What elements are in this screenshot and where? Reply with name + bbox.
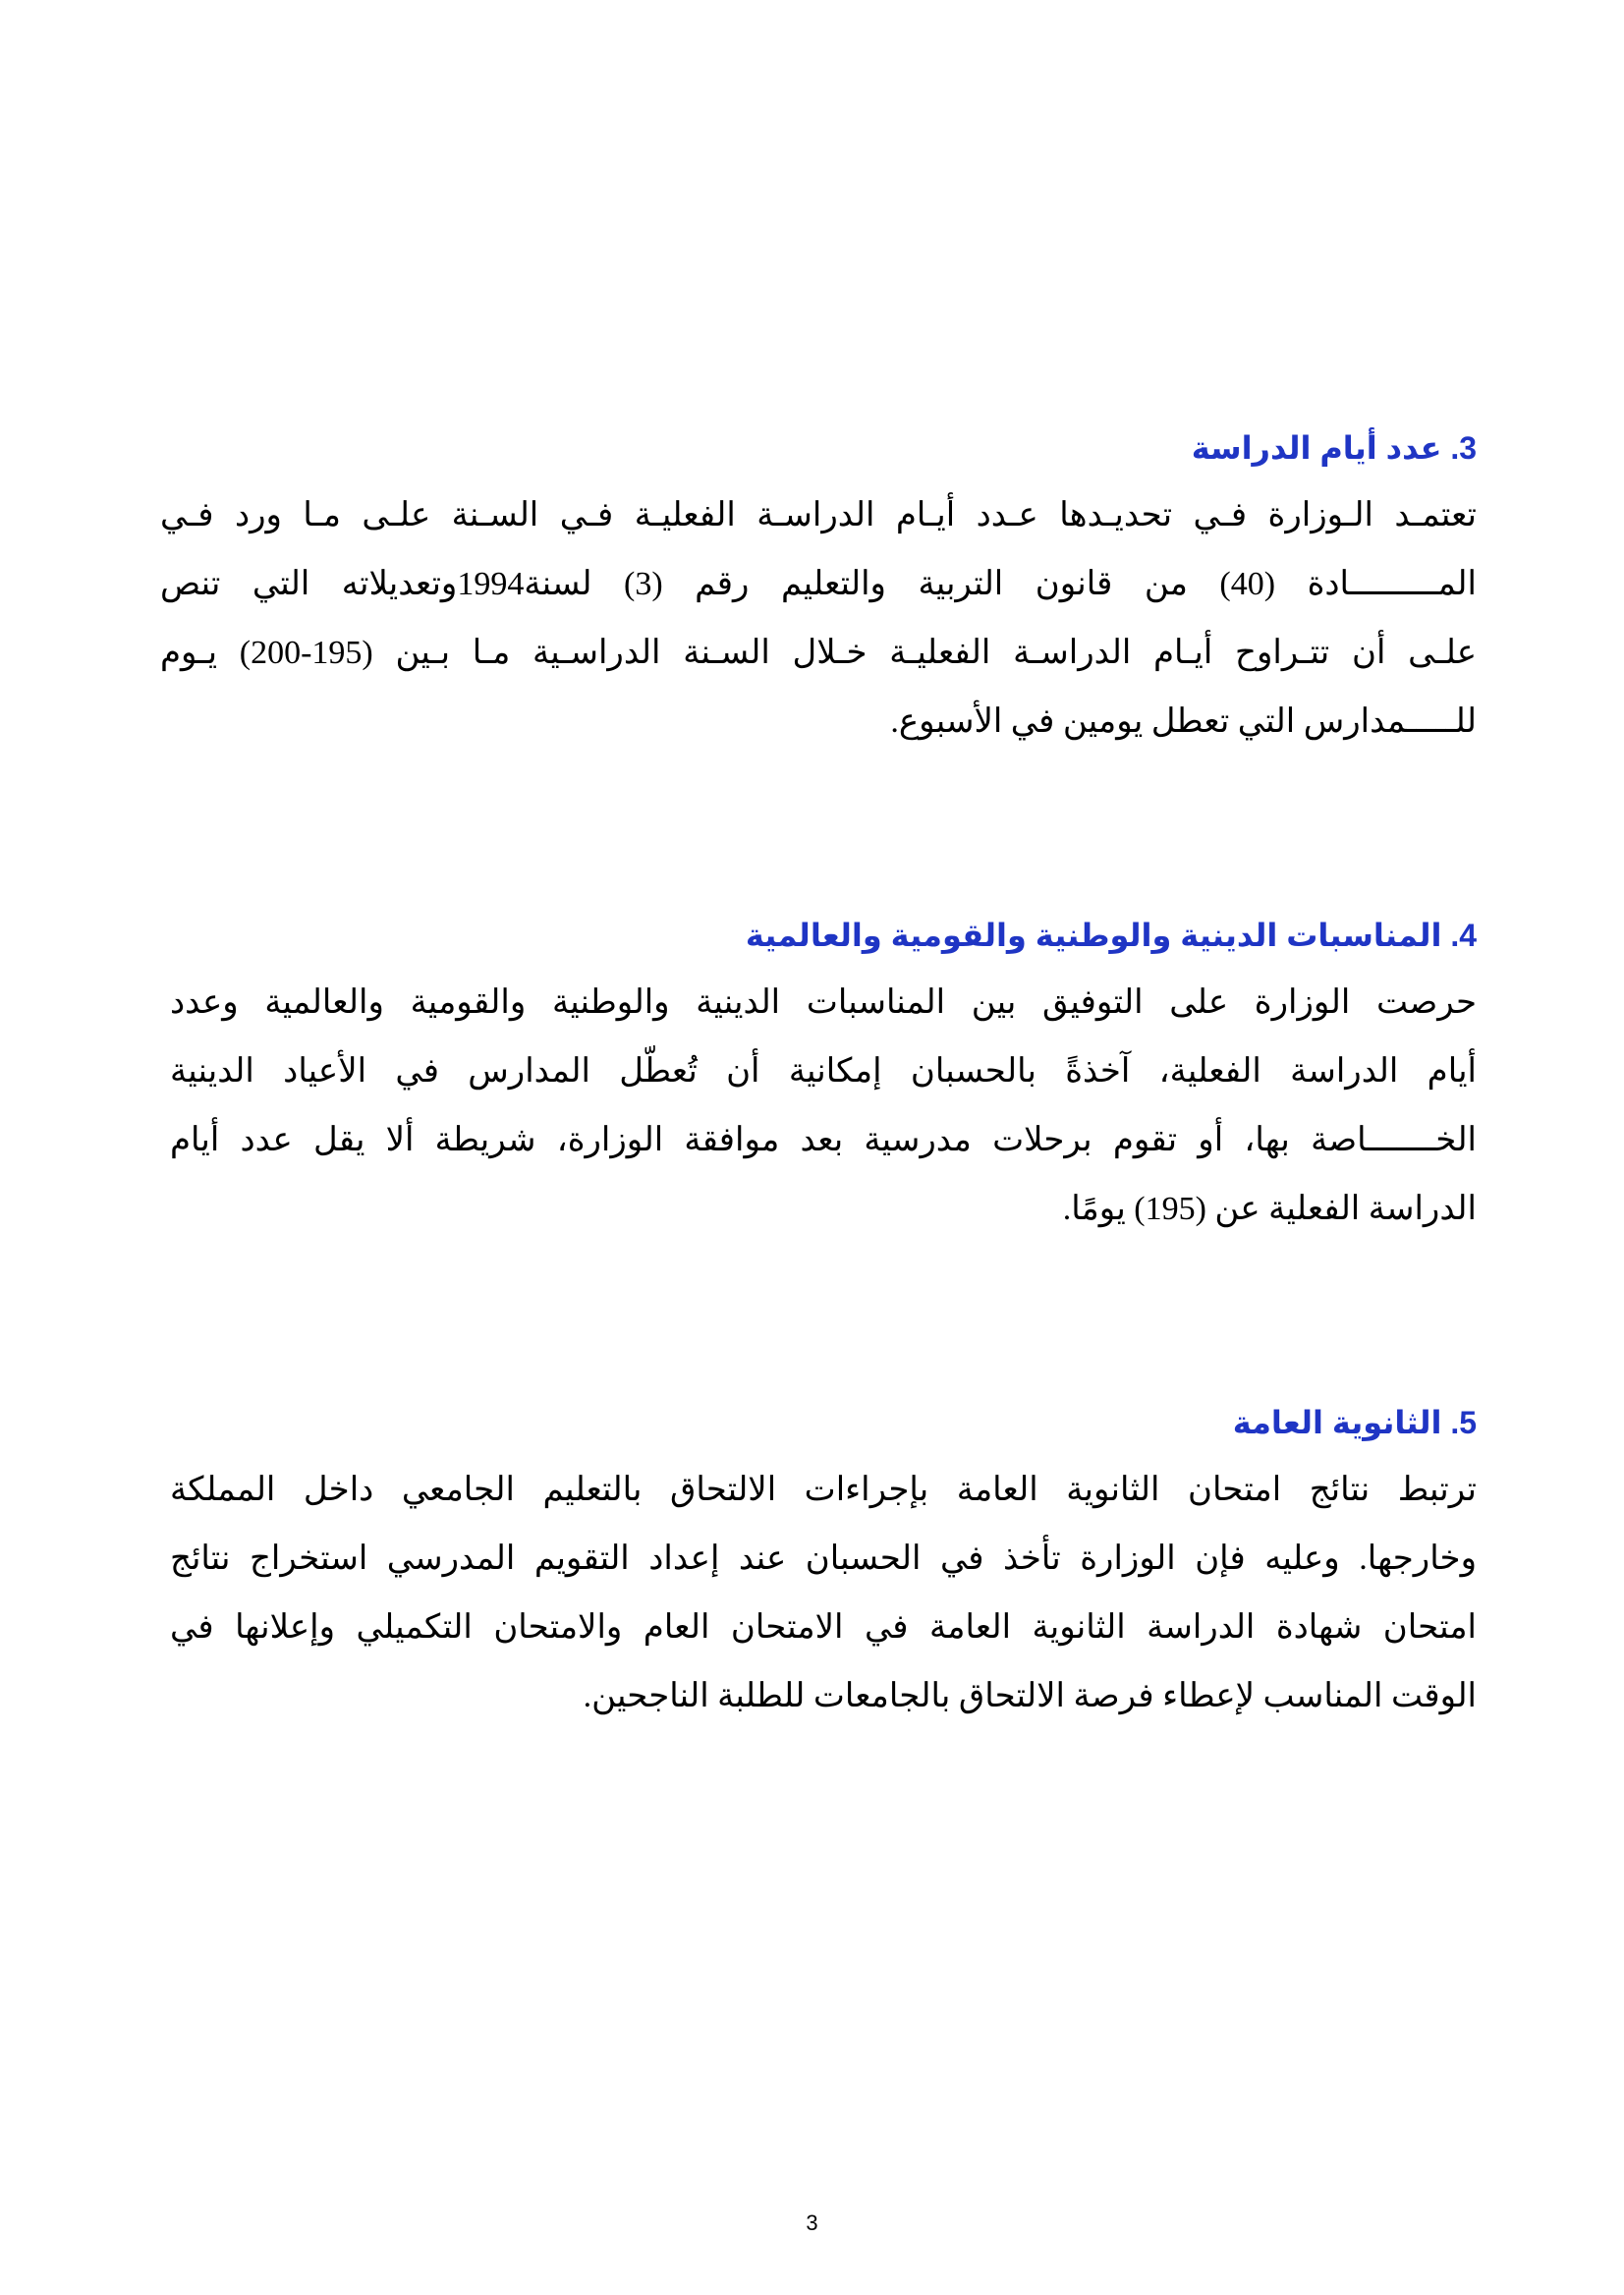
section-number: 3. [1450,430,1477,466]
section-occasions [170,916,1477,1244]
paragraph-line: ترتبط نتائج امتحان الثانوية العامة بإجراءات الالتحاق بالتعليم الجامعي داخل المملكة [170,1472,1477,1508]
paragraph-line: الوقت المناسب لإعطاء فرصة الالتحاق بالجامعات للطلبة الناجحين. [583,1678,1477,1714]
section-study-days [160,428,1477,756]
section-general-secondary [170,1403,1477,1731]
section-paragraph [170,969,1477,1244]
section-heading [170,916,1477,955]
paragraph-line: حرصت الوزارة على التوفيق بين المناسبات الدينية والوطنية والقومية والعالمية وعدد [170,984,1477,1021]
paragraph-line: تعتمـد الـوزارة فـي تحديـدها عـدد أيـام الدراسـة الفعليـة فـي السـنة علـى مـا ورد فـي [160,497,1477,533]
paragraph-line: امتحان شهادة الدراسة الثانوية العامة في الامتحان العام والامتحان التكميلي وإعلانها في [170,1609,1477,1646]
paragraph-line: علـى أن تتـراوح أيـام الدراسـة الفعليـة خـلال السـنة الدراسـية مـا بـين (195-200) يـوم [160,635,1477,671]
section-number: 4. [1450,918,1477,953]
paragraph-line: أيام الدراسة الفعلية، آخذةً بالحسبان إمكانية أن تُعطّل المدارس في الأعياد الدينية [170,1053,1477,1090]
page-number: 3 [806,2211,818,2235]
paragraph-line: الخـــــــاصة بها، أو تقوم برحلات مدرسية بعد موافقة الوزارة، شريطة ألا يقل عدد أيام [170,1122,1477,1158]
section-title: الثانوية العامة [1232,1405,1442,1440]
paragraph-line: المـــــــــادة (40) من قانون التربية والتعليم رقم (3) لسنة1994وتعديلاته التي تنص [160,566,1477,602]
paragraph-line: الدراسة الفعلية عن (195) يومًا. [1062,1191,1477,1227]
section-paragraph [170,1456,1477,1731]
section-title: عدد أيام الدراسة [1191,430,1442,466]
section-heading [170,1403,1477,1442]
paragraph-line: وخارجها. وعليه فإن الوزارة تأخذ في الحسبان عند إعداد التقويم المدرسي استخراج نتائج [170,1540,1477,1577]
section-number: 5. [1450,1405,1477,1440]
section-title: المناسبات الدينية والوطنية والقومية والعالمية [745,918,1442,953]
section-paragraph [160,481,1477,756]
section-heading [160,428,1477,468]
paragraph-line: للـــــمدارس التي تعطل يومين في الأسبوع. [890,703,1477,740]
